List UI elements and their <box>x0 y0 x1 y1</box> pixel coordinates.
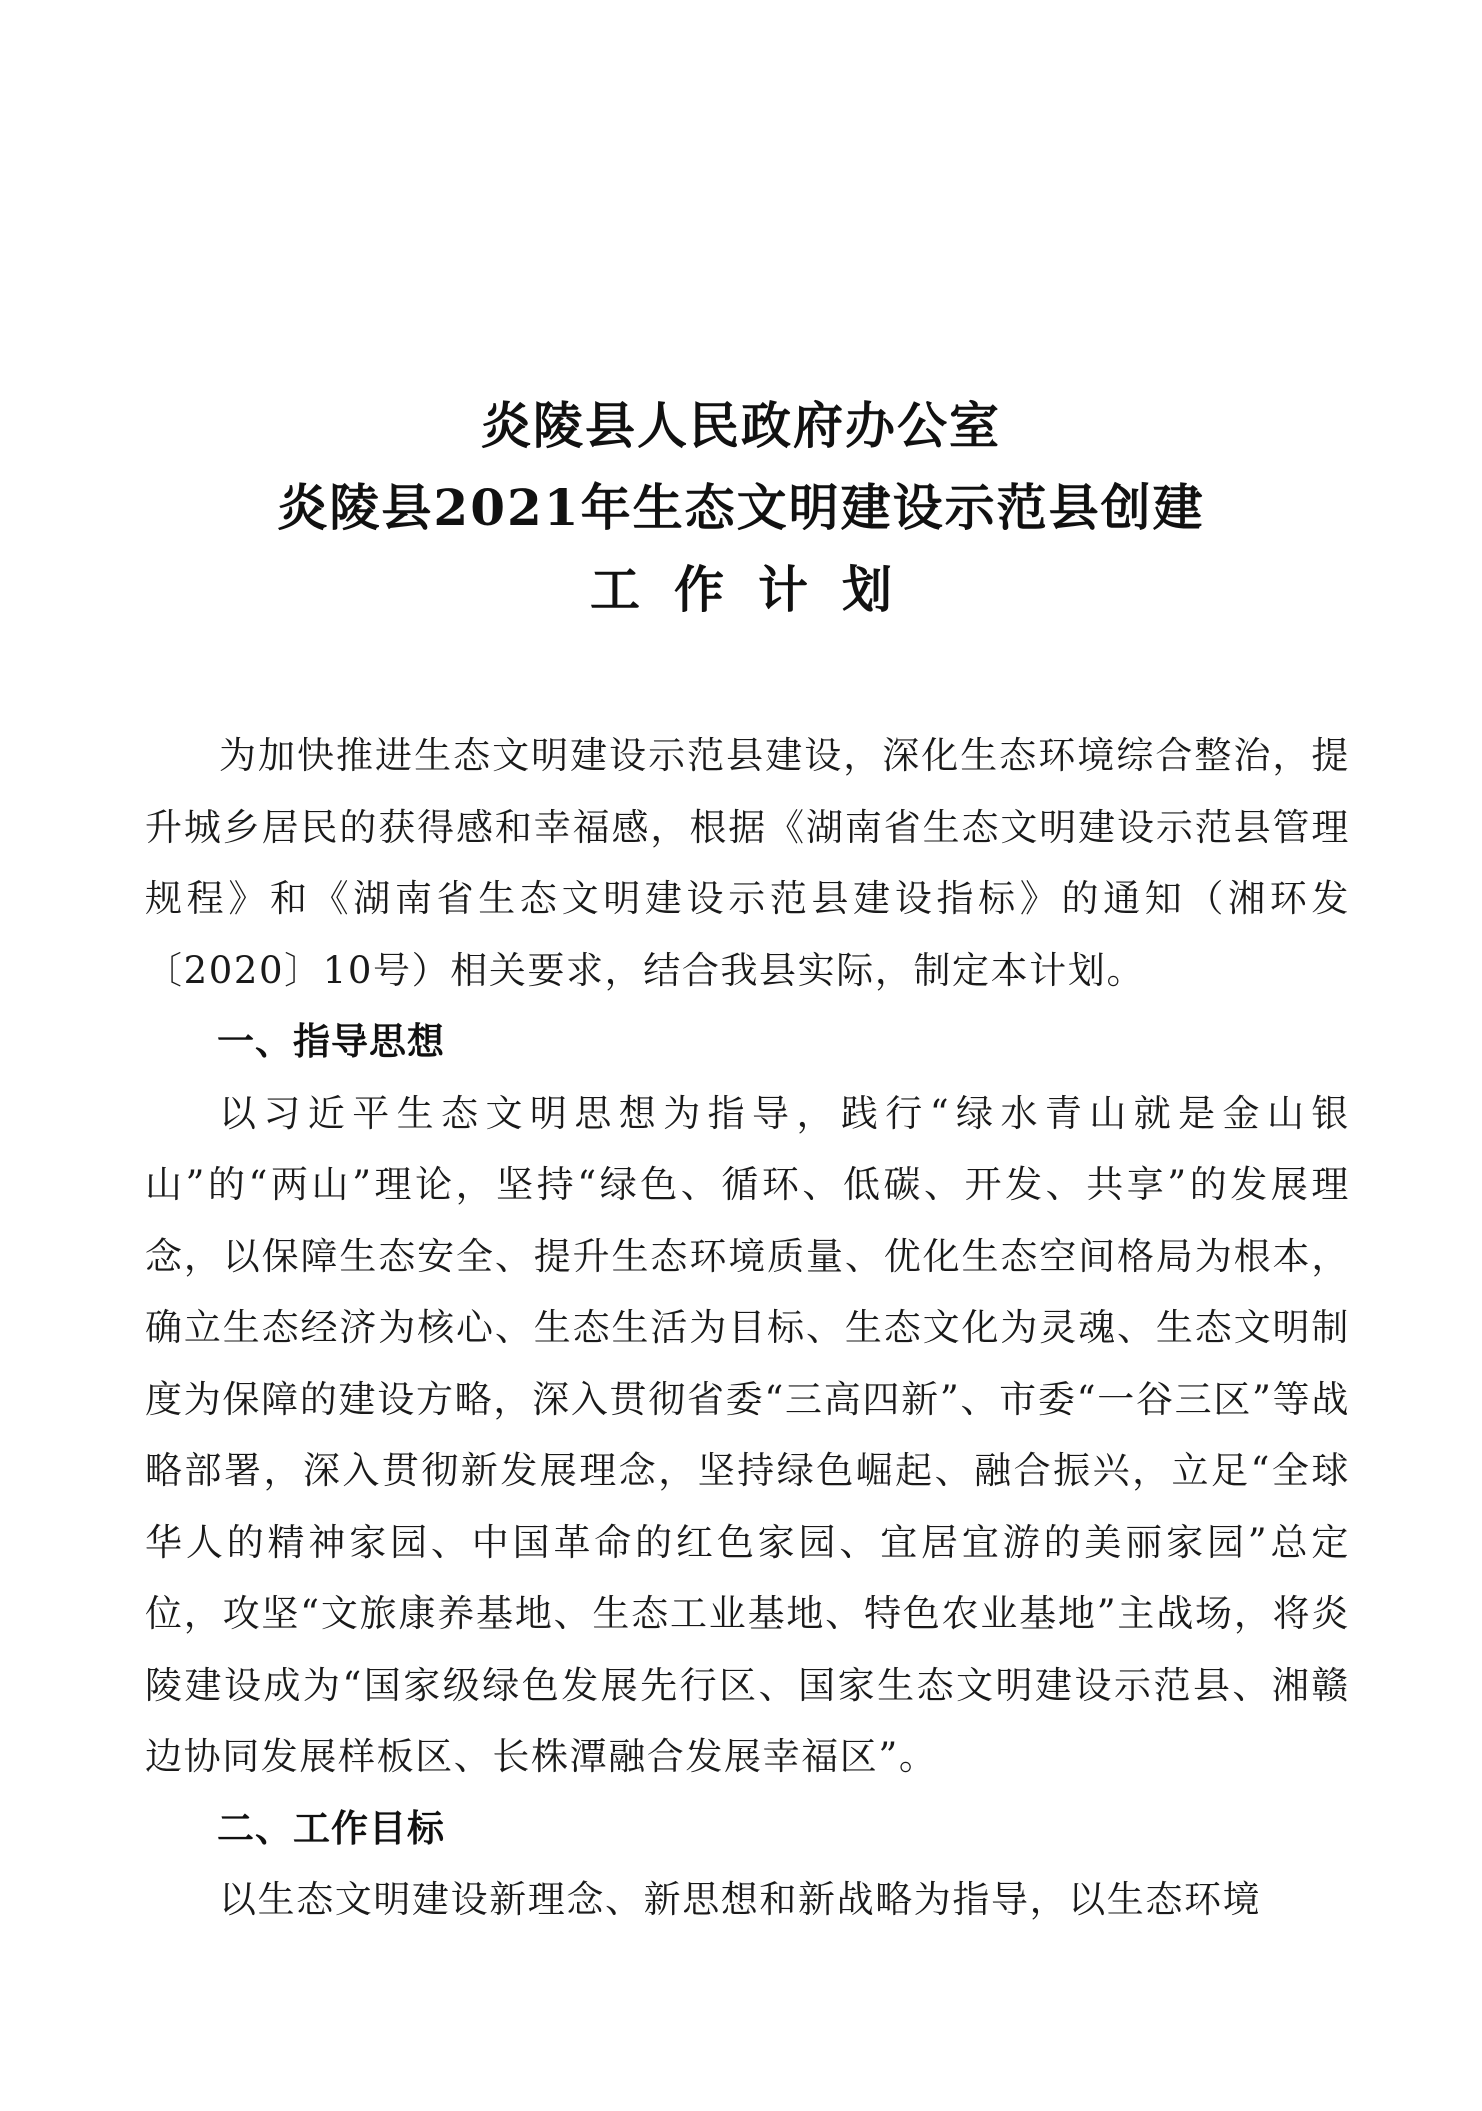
guiding-ideology-paragraph: 以习近平生态文明思想为指导，践行“绿水青山就是金山银山”的“两山”理论，坚持“绿色、循环、低碳、开发、共享”的发展理念，以保障生态安全、提升生态环境质量、优化生态空间格局为根本，确立生态经济为核心、生态生活为目标、生态文化为灵魂、生态文明制度为保障的建设方略，深入贯彻省委“三高四新”、市委“一谷三区”等战略部署，深入贯彻新发展理念，坚持绿色崛起、融合振兴，立足“全球华人的精神家园、中国革命的红色家园、宜居宜游的美丽家园”总定位，攻坚“文旅康养基地、生态工业基地、特色农业基地”主战场，将炎陵建设成为“国家级绿色发展先行区、国家生态文明建设示范县、湘赣边协同发展样板区、长株潭融合发展幸福区”。 <box>145 1091 1350 1778</box>
title-issuer: 炎陵县人民政府办公室 <box>481 396 1001 455</box>
document-body <box>145 720 1350 1936</box>
section-heading-work-goals: 二、工作目标 <box>217 1806 445 1850</box>
section-heading-guiding-ideology: 一、指导思想 <box>217 1020 445 1063</box>
title-subject: 炎陵县2021年生态文明建设示范县创建 <box>277 478 1205 537</box>
title-plan: 工作计划 <box>590 560 926 619</box>
intro-paragraph: 为加快推进生态文明建设示范县建设，深化生态环境综合整治，提升城乡居民的获得感和幸福感，根据《湖南省生态文明建设示范县管理规程》和《湖南省生态文明建设示范县建设指标》的通知（湘环发〔2020〕10号）相关要求，结合我县实际，制定本计划。 <box>145 734 1350 992</box>
document-title <box>0 385 1482 631</box>
work-goals-paragraph: 以生态文明建设新理念、新思想和新战略为指导，以生态环境 <box>219 1878 1262 1921</box>
